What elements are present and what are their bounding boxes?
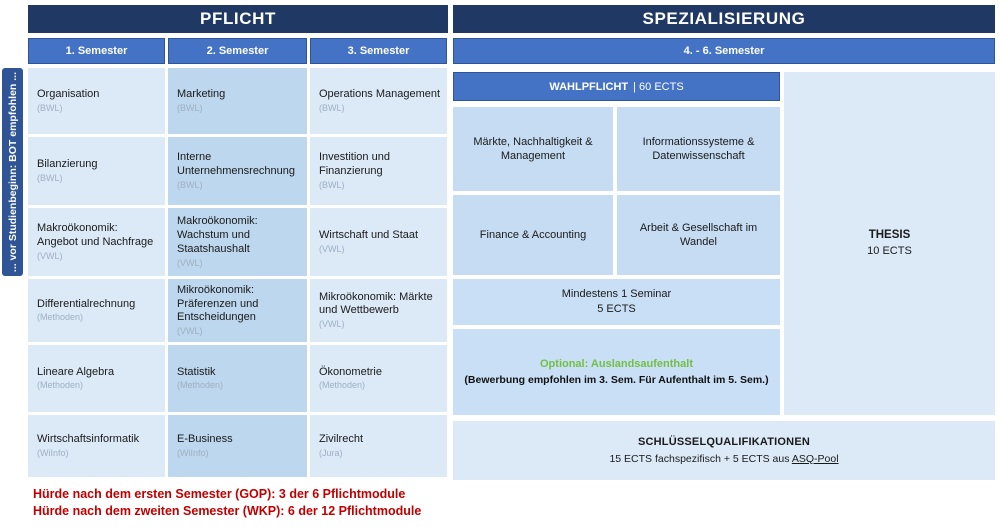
key-qualifications-detail <box>609 452 838 466</box>
bot-recommendation-sidebar <box>2 68 23 276</box>
course-title: Zivilrecht <box>319 433 364 445</box>
specialization-label: Märkte, Nachhaltigkeit & Management <box>473 135 593 162</box>
wahlpflicht-bar <box>453 72 780 101</box>
course-tag: (WiInfo) <box>37 447 69 458</box>
course-cell <box>28 68 165 134</box>
course-cell <box>168 415 307 477</box>
seminar-line1: Mindestens 1 Seminar <box>561 288 672 301</box>
course-tag: (Methoden) <box>37 380 84 391</box>
semester-2-label: 2. Semester <box>206 45 269 57</box>
thesis-title: THESIS <box>868 229 911 242</box>
course-title: Investition und Finanzierung <box>319 151 390 177</box>
specialization-box <box>617 195 780 275</box>
specialization-label: Arbeit & Gesellschaft im Wandel <box>639 221 758 248</box>
specialization-label: Informationssysteme & Datenwissenschaft <box>642 135 755 162</box>
course-title: Ökonometrie <box>319 365 382 378</box>
course-cell <box>28 279 165 342</box>
spezialisierung-header-label: SPEZIALISIERUNG <box>642 9 806 28</box>
course-tag: (Methoden) <box>177 380 224 391</box>
course-title: Bilanzierung <box>37 158 98 170</box>
course-cell <box>310 415 447 477</box>
abroad-optional-label: Optional: Auslandsaufenthalt <box>540 357 693 370</box>
course-title: Differentialrechnung <box>37 297 136 310</box>
course-tag: (BWL) <box>37 172 63 183</box>
course-title: E-Business <box>177 433 233 445</box>
key-qualifications-detail-text: 15 ECTS fachspezifisch + 5 ECTS aus <box>609 452 792 465</box>
abroad-note: (Bewerbung empfohlen im 3. Sem. Für Aufenthalt im 5. Sem.) <box>464 373 769 386</box>
course-cell <box>310 279 447 342</box>
thesis-ects: 10 ECTS <box>867 244 912 257</box>
course-cell <box>168 137 307 205</box>
course-cell <box>168 279 307 342</box>
course-cell <box>28 415 165 477</box>
course-title: Marketing <box>177 88 226 100</box>
abroad-box <box>453 329 780 415</box>
spezialisierung-header <box>453 5 995 33</box>
course-title: Mikroökonomik: Märkte und Wettbewerb <box>319 290 433 317</box>
course-tag: (VWL) <box>319 243 345 254</box>
course-title: Operations Management <box>319 88 441 100</box>
course-tag: (Methoden) <box>37 312 84 323</box>
course-tag: (VWL) <box>177 257 203 268</box>
course-tag: (BWL) <box>319 179 345 190</box>
course-tag: (Jura) <box>319 447 343 458</box>
course-tag: (VWL) <box>177 326 203 336</box>
asq-pool-link[interactable]: ASQ-Pool <box>791 452 839 465</box>
course-title: Interne Unternehmensrechnung <box>177 151 296 177</box>
hurdle-note-1: Hürde nach dem ersten Semester (GOP): 3 der 6 Pflichtmodule <box>33 487 406 501</box>
course-cell <box>28 345 165 412</box>
semester-3-bar <box>310 38 447 64</box>
course-tag: (Methoden) <box>319 380 366 391</box>
course-cell <box>168 68 307 134</box>
wahlpflicht-title: WAHLPFLICHT <box>549 80 629 93</box>
seminar-box <box>453 279 780 325</box>
course-tag: (BWL) <box>177 102 203 113</box>
pflicht-header-label: PFLICHT <box>200 9 276 28</box>
course-cell <box>310 137 447 205</box>
semester-4-6-bar <box>453 38 995 64</box>
key-qualifications-title: SCHLÜSSELQUALIFIKATIONEN <box>637 435 811 448</box>
specialization-label: Finance & Accounting <box>479 228 587 241</box>
course-cell <box>28 208 165 276</box>
semester-1-label: 1. Semester <box>65 45 128 57</box>
course-title: Wirtschaftsinformatik <box>37 433 140 445</box>
course-tag: (VWL) <box>319 319 345 330</box>
course-tag: (WiInfo) <box>177 447 209 458</box>
course-tag: (BWL) <box>177 179 203 190</box>
specialization-box <box>617 107 780 191</box>
specialization-box <box>453 195 613 275</box>
semester-2-bar <box>168 38 307 64</box>
course-cell <box>168 345 307 412</box>
seminar-ects: 5 ECTS <box>597 303 636 315</box>
course-title: Organisation <box>37 88 100 100</box>
course-cell <box>310 345 447 412</box>
course-tag: (BWL) <box>37 102 63 113</box>
semester-1-bar <box>28 38 165 64</box>
course-title: Mikroökonomik: Präferenzen und Entscheidungen <box>177 283 259 324</box>
course-cell <box>310 208 447 276</box>
course-title: Lineare Algebra <box>37 365 115 378</box>
course-tag: (BWL) <box>319 102 345 113</box>
pflicht-header <box>28 5 448 33</box>
course-title: Wirtschaft und Staat <box>319 229 419 241</box>
hurdle-note-2: Hürde nach dem zweiten Semester (WKP): 6 der 12 Pflichtmodule <box>33 504 422 518</box>
thesis-box <box>784 72 995 415</box>
specialization-box <box>453 107 613 191</box>
course-tag: (VWL) <box>37 250 63 261</box>
semester-3-label: 3. Semester <box>347 45 410 57</box>
wahlpflicht-ects: | 60 ECTS <box>633 80 684 93</box>
course-cell <box>168 208 307 276</box>
course-cell <box>310 68 447 134</box>
course-title: Makroökonomik: Angebot und Nachfrage <box>37 222 154 248</box>
course-title: Makroökonomik: Wachstum und Staatshaushalt <box>177 215 258 255</box>
key-qualifications-box <box>453 421 995 480</box>
course-title: Statistik <box>177 365 216 378</box>
bot-recommendation-label: ... vor Studienbeginn: BOT empfohlen ... <box>6 71 19 273</box>
semester-4-6-label: 4. - 6. Semester <box>683 45 765 57</box>
course-cell <box>28 137 165 205</box>
